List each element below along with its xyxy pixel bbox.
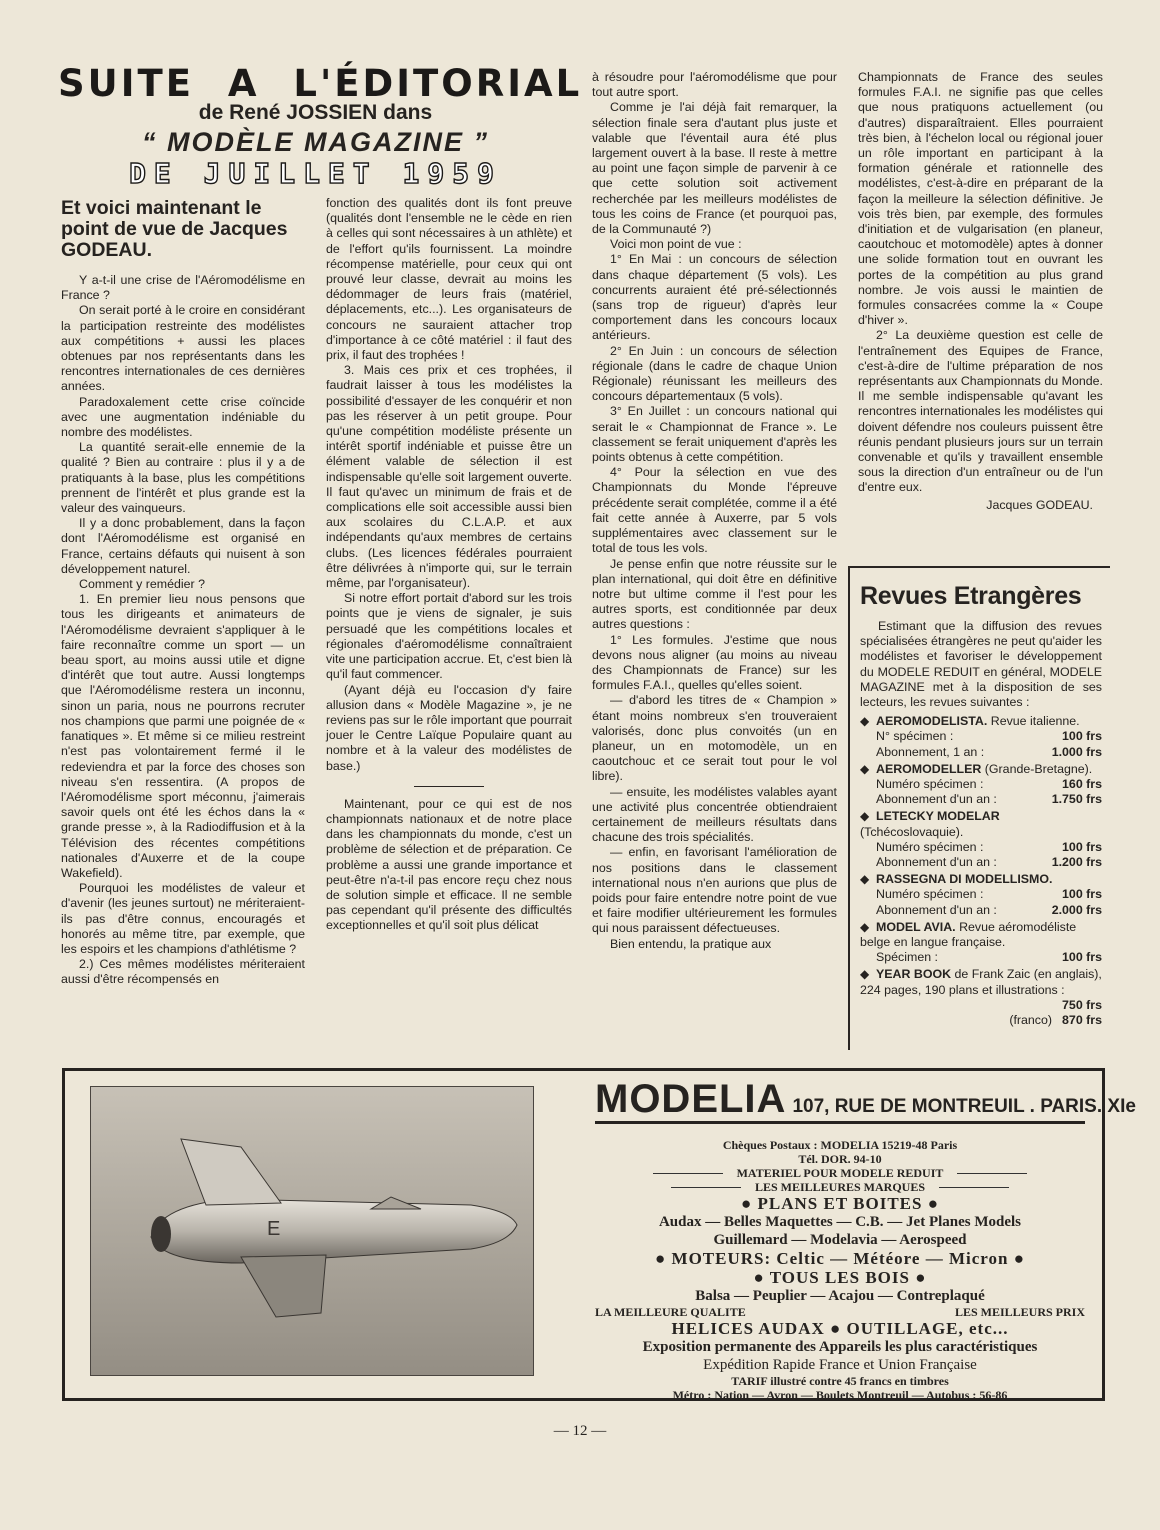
paragraph: — ensuite, les modélistes valables ayant une activité plus concentrée obtiendraient certainement de meilleurs résultats dans chacune des trois spécialités. bbox=[592, 784, 837, 845]
page-number: — 12 — bbox=[553, 1423, 607, 1439]
modelia-logo: MODELIA bbox=[595, 1077, 787, 1121]
telephone: Tél. DOR. 94-10 bbox=[798, 1152, 882, 1166]
diamond-icon: ◆ bbox=[860, 714, 870, 729]
paragraph: Comme je l'ai déjà fait remarquer, la sélection finale sera d'autant plus juste et valable que l'éventail aura été plus largement ouvert à la base. Il reste à mettre au point une façon simple de parvenir à ce que cette solution soit activement recherchée par les meilleurs modélistes de tous les coins de France (et pourquoi pas, de la Communauté ?) bbox=[592, 100, 837, 237]
section-divider bbox=[414, 786, 484, 787]
paragraph: Il y a donc probablement, dans la façon dont l'Aéromodélisme est organisé en France, certains défauts qui nuisent à son développement naturel. bbox=[61, 516, 305, 576]
revue-item: ◆ MODEL AVIA. Revue aéromodéliste belge en langue française. Spécimen : 100 frs bbox=[860, 919, 1102, 965]
bois-line: ● TOUS LES BOIS ● bbox=[753, 1268, 927, 1287]
paragraph: Pourquoi les modélistes de valeur et d'avenir (les jeunes surtout) ne mériteraient-ils pas d'être connus, encouragés et honorés au même titre, par exemple, que les espoirs et les champions d'athlétisme ? bbox=[61, 881, 305, 956]
paragraph: fonction des qualités dont ils font preuve (qualités dont l'ensemble ne le cède en rien à celles qui sont nécessaires à un athlète) et de l'effort qu'ils fournissent. La moindre récompense matérielle, pour ceux qui ont prouvé leur classe, devrait au moins les dédommager de leurs frais (matériel, déplacements, etc...). Les organisateurs de concours ne sauraient attacher trop d'importance à ce côté matériel : il faut des prix, il faut des trophées ! bbox=[326, 196, 572, 363]
woods-line: Balsa — Peuplier — Acajou — Contreplaqué bbox=[695, 1288, 985, 1304]
revues-etrangeres-box bbox=[848, 566, 1110, 1050]
paragraph: Je pense enfin que notre réussite sur le plan international, qui doit être en définitive notre but ultime comme il l'est pour les autres sports, est conditionnée par deux autres questions : bbox=[592, 556, 837, 632]
article-intro: Et voici maintenant le point de vue de Jacques GODEAU. bbox=[61, 197, 288, 261]
paragraph: — enfin, en favorisant l'amélioration de nos positions dans le classement international nous n'en aurions que plus de poids pour faire entendre notre point de vue et faire modifier ultérieurement les formules qui nous paraissent défectueuses. bbox=[592, 845, 837, 936]
qualite-line: LA MEILLEURE QUALITE bbox=[595, 1305, 746, 1319]
diamond-icon: ◆ bbox=[860, 967, 870, 982]
paragraph: On serait porté à le croire en considérant la participation restreinte des modélistes aux compétitions + aussi les places obtenues par nos représentants dans les rencontres internationales de ces dernières années. bbox=[61, 303, 305, 394]
moteurs-line: ● MOTEURS: Celtic — Météore — Micron ● bbox=[655, 1249, 1025, 1268]
paragraph: 1° Les formules. J'estime que nous devons nous aligner (au moins au niveau des Championnats de France) sur les formules F.A.I., quelles qu'elles soient. bbox=[592, 632, 837, 693]
issue-date: DE JUILLET 1959 bbox=[129, 157, 502, 190]
paragraph: 1° En Mai : un concours de sélection dans chaque département (5 vols). Les concurrents auraient été pré-sélectionnés (sans trop de rigueur) d'après leur comportement dans les concours locaux antérieurs. bbox=[592, 252, 837, 343]
jet-plane-icon bbox=[91, 1087, 533, 1375]
jet-model-photo bbox=[90, 1086, 534, 1376]
paragraph: La quantité serait-elle ennemie de la qualité ? Bien au contraire : plus il y a de pratiquants à la base, plus les compétitions prennent de l'intérêt et plus grande est la valeur des vainqueurs. bbox=[61, 440, 305, 516]
paragraph: 2° En Juin : un concours de sélection régionale (dans le cadre de chaque Union Régionale) réunissant les meilleurs des concours départementaux (5 vols). bbox=[592, 343, 837, 404]
metro-line: Métro : Nation — Avron — Boulets Montreuil — Autobus : 56-86 bbox=[672, 1388, 1008, 1402]
paragraph: Championnats de France des seules formules F.A.I. ne signifie pas que celles que nous pratiquons actuellement (ou d'autres) disparaîtraient. Elles pourraient très bien, à l'échelon local ou régional jouer un rôle important en participant à la formation générale et rationnelle des modélistes, c'est-à-dire en préparant de la façon la meilleure la sélection définitive. Je vois très bien, par exemple, des formules d'initiation et de vulgarisation (en planeur, caoutchouc et motomodèle) aptes à donner une solide formation tout en ouvrant les portes de la compétition au plus grand nombre. Je vois aussi le maintien de formules consacrées comme la « Coupe d'hiver ». bbox=[858, 70, 1103, 328]
paragraph: 3° En Juillet : un concours national qui serait le « Championnat de France ». Le classement se ferait uniquement d'après les points obtenus à cette compétition. bbox=[592, 404, 837, 465]
page-title: SUITE A L'ÉDITORIAL bbox=[58, 62, 583, 105]
revue-item: ◆ RASSEGNA DI MODELLISMO. Numéro spécimen : 100 frs Abonnement d'un an : 2.000 frs bbox=[860, 872, 1102, 917]
article-column-1 bbox=[61, 198, 305, 988]
brands-line-2: Guillemard — Modelavia — Aerospeed bbox=[713, 1232, 967, 1248]
diamond-icon: ◆ bbox=[860, 919, 870, 934]
paragraph: Bien entendu, la pratique aux bbox=[610, 936, 772, 951]
expedition-line: Expédition Rapide France et Union Française bbox=[703, 1357, 977, 1373]
exposition-line: Exposition permanente des Appareils les plus caractéristiques bbox=[642, 1339, 1038, 1355]
paragraph: à résoudre pour l'aéromodélisme que pour tout autre sport. bbox=[592, 70, 837, 100]
paragraph: — d'abord les titres de « Champion » étant moins nombreux s'en trouveraient valorisés, donc plus convoités (un en planeur, un en motomodèle, un en caoutchouc et ce serait tout pour le vol libre). bbox=[592, 693, 837, 784]
brands-line-1: Audax — Belles Maquettes — C.B. — Jet Planes Models bbox=[658, 1214, 1022, 1230]
revue-item: ◆ YEAR BOOK de Frank Zaic (en anglais), 224 pages, 190 plans et illustrations : 750 frs (franco) 870 frs bbox=[860, 967, 1102, 1028]
revue-item: ◆ LETECKY MODELAR (Tchécoslovaquie). Numéro spécimen : 100 frs Abonnement d'un an : 1.200 frs bbox=[860, 809, 1102, 870]
article-column-2 bbox=[326, 196, 572, 934]
paragraph: Y a-t-il une crise de l'Aéromodélisme en France ? bbox=[61, 273, 305, 303]
cheques-postaux: Chèques Postaux : MODELIA 15219-48 Paris bbox=[722, 1138, 958, 1152]
diamond-icon: ◆ bbox=[860, 761, 870, 776]
materiel-line: MATERIEL POUR MODELE REDUIT bbox=[736, 1166, 944, 1180]
revue-item: ◆ AEROMODELISTA. Revue italienne. N° spécimen : 100 frs Abonnement, 1 an : 1.000 frs bbox=[860, 714, 1102, 759]
tarif-line: TARIF illustré contre 45 francs en timbres bbox=[731, 1374, 949, 1388]
paragraph: 1. En premier lieu nous pensons que tous les dirigeants et animateurs de l'Aéromodélisme devraient s'appliquer à le faire reconnaître comme un sport — un beau sport, au moins aussi utile et digne d'intérêt que tout autre. Aussi longtemps que l'Aéromodélisme restera un inconnu, sinon un paria, nous ne pourrons recruter nos champions que parmi une poignée de « fanatiques ». Et même si ce milieu restreint n'est pas volontairement fermé il le redeviendra et par la force des choses son niveau s'en ressentira. (A propos de l'Aéromodélisme sport méconnu, j'aimerais savoir quels ont été les échos dans la « grande presse », à la Radiodiffusion et à la Télévision des récentes compétitions nationales d'Auxerre et de la coupe Wakefield). bbox=[61, 592, 305, 880]
paragraph: Maintenant, pour ce qui est de nos championnats nationaux et de notre place dans les championnats du monde, c'est un problème de sélection et de préparation. Ce problème a aussi une grande importance et peut-être n'a-t-il pas encore reçu chez nous de solution simple et efficace. Il ne semble pas cependant qu'il présente des difficultés exceptionnelles et qu'il soit plus délicat bbox=[326, 796, 572, 933]
author-signature: Jacques GODEAU. bbox=[986, 497, 1093, 512]
paragraph: Voici mon point de vue : bbox=[610, 237, 742, 252]
plans-boites: ● PLANS ET BOITES ● bbox=[741, 1194, 939, 1213]
marques-line: LES MEILLEURES MARQUES bbox=[754, 1180, 926, 1194]
paragraph: 3. Mais ces prix et ces trophées, il faudrait laisser à tous les modélistes la possibilité d'essayer de les conquérir et non pas les réserver à un petit groupe. Pour qu'une compétition modéliste présente un intérêt sportif indéniable et puisse être un élément valable de sélection il est indispensable qu'elle soit largement ouverte. Il faut qu'avec un minimum de frais et de complications elle soit accessible aussi bien aux scolaires du C.L.A.P. et aux indépendants qu'aux membres de certains clubs. (Les licences fédérales pourraient être délivrées à n'importe qui, sur le terrain même, par l'organisateur). bbox=[326, 363, 572, 591]
paragraph: 2.) Ces mêmes modélistes mériteraient aussi d'être récompensés en bbox=[61, 957, 305, 987]
magazine-name: “ MODÈLE MAGAZINE ” bbox=[142, 127, 489, 157]
helices-line: HELICES AUDAX ● OUTILLAGE, etc... bbox=[671, 1319, 1009, 1338]
paragraph: Paradoxalement cette crise coïncide avec une augmentation indéniable du nombre des modélistes. bbox=[61, 394, 305, 440]
prix-line: LES MEILLEURS PRIX bbox=[954, 1305, 1085, 1319]
paragraph: (Ayant déjà eu l'occasion d'y faire allusion dans « Modèle Magazine », je ne reviens pas sur le rôle important que pourrait jouer le Centre Laïque Populaire quant au nombre et à la valeur des modélistes de base.) bbox=[326, 682, 572, 773]
fuselage-letter: E bbox=[267, 1218, 281, 1240]
paragraph: Si notre effort portait d'abord sur les trois points que je viens de signaler, je suis persuadé que les compétitions locales et régionales d'aéromodélisme connaîtraient vite une participation accrue. Et, c'est bien là qu'il faut commencer. bbox=[326, 591, 572, 682]
article-column-3 bbox=[592, 70, 837, 952]
modelia-text bbox=[595, 1077, 1136, 1402]
diamond-icon: ◆ bbox=[860, 872, 870, 887]
article-column-4 bbox=[858, 70, 1103, 513]
revues-intro: Estimant que la diffusion des revues spécialisées étrangères ne peut qu'aider les modélistes et favoriser le développement du MODELE REDUIT en général, MODELE MAGAZINE met à la disposition de ses lecteurs, les revues suivantes : bbox=[860, 619, 1102, 710]
revues-title: Revues Etrangères bbox=[860, 582, 1082, 610]
paragraph: Comment y remédier ? bbox=[79, 577, 206, 592]
page-subtitle: de René JOSSIEN dans bbox=[198, 101, 433, 124]
paragraph: 4° Pour la sélection en vue des Championnats du Monde l'épreuve précédente serait complétée, comme il a été fait cette année à Auxerre, par 5 vols supplémentaires avec classement sur le total de tous les vols. bbox=[592, 465, 837, 556]
diamond-icon: ◆ bbox=[860, 809, 870, 824]
modelia-advertisement bbox=[62, 1068, 1136, 1402]
revue-item: ◆ AEROMODELLER (Grande-Bretagne). Numéro spécimen : 160 frs Abonnement d'un an : 1.750 frs bbox=[860, 761, 1102, 807]
shop-address: 107, RUE DE MONTREUIL . PARIS. XIe bbox=[792, 1096, 1136, 1117]
paragraph: 2° La deuxième question est celle de l'entraînement des Equipes de France, c'est-à-dire de l'ultime préparation de nos représentants aux Championnats du Monde. Il me semble indispensable qu'avant les rencontres internationales les modélistes qui doivent défendre nos couleurs puissent être réunis pendant plusieurs jours sur un terrain convenable et qu'ils y travaillent ensemble sous la direction d'un entraîneur ou de l'un d'entre eux. bbox=[858, 328, 1103, 495]
